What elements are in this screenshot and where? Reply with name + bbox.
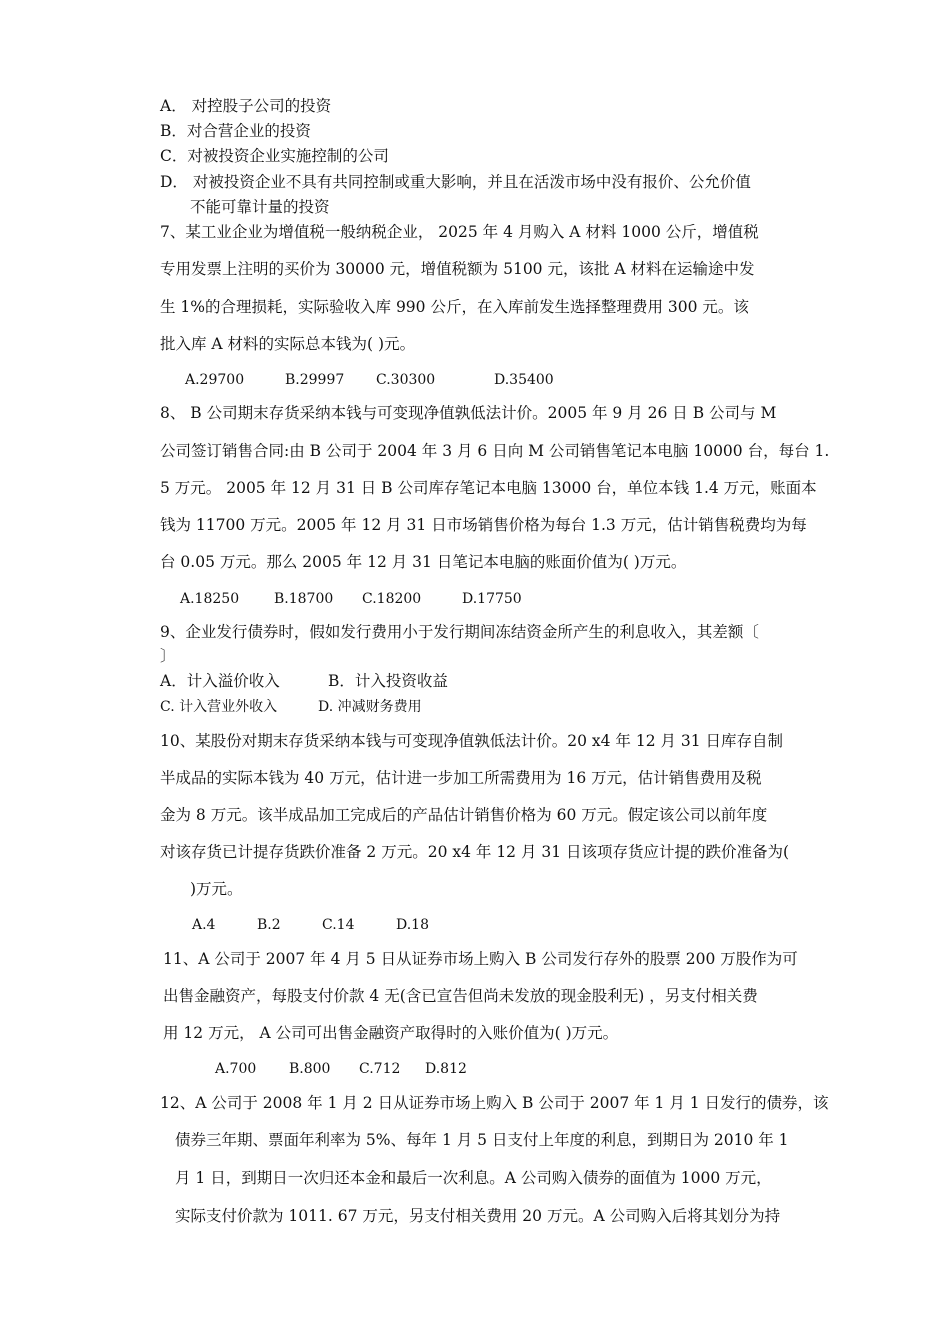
q7-line1: 7、某工业企业为增值税一般纳税企业， 2025 年 4 月购入 A 材料 1000 公斤，增值税 [160, 223, 759, 241]
q8-line3: 5 万元。 2005 年 12 月 31 日 B 公司库存笔记本电脑 13000 台，单位本钱 1.4 万元，账面本 [160, 479, 817, 497]
q11-option-c: C.712 [359, 1061, 401, 1077]
q9-option-c: C. 计入营业外收入 [160, 699, 278, 715]
q9-option-a: A．计入溢价收入 [160, 672, 280, 690]
q9-option-d: D. 冲减财务费用 [318, 699, 422, 715]
q11-option-b: B.800 [289, 1061, 331, 1077]
q10-option-c: C.14 [322, 917, 355, 933]
q12-line1: 12、A 公司于 2008 年 1 月 2 日从证券市场上购入 B 公司于 2007 年 1 月 1 日发行的债券，该 [160, 1094, 829, 1112]
q9-line2: 〕 [160, 647, 176, 665]
q9-line1: 9、企业发行债券时，假如发行费用小于发行期间冻结资金所产生的利息收入，其差额〔 [160, 623, 759, 641]
q11-line2: 出售金融资产，每股支付价款 4 无(含已宣告但尚未发放的现金股利无) ，另支付相关费 [163, 987, 758, 1005]
q10-line3: 金为 8 万元。该半成品加工完成后的产品估计销售价格为 60 万元。假定该公司以前年度 [160, 806, 768, 824]
q7-option-a: A.29700 [185, 372, 245, 388]
q6-option-d-line2: 不能可靠计量的投资 [190, 198, 330, 216]
q8-line2: 公司签订销售合同:由 B 公司于 2004 年 3 月 6 日向 M 公司销售笔记本电脑 10000 台，每台 1. [160, 442, 830, 460]
q12-line3: 月 1 日，到期日一次归还本金和最后一次利息。A 公司购入债券的面值为 1000 万元， [175, 1169, 772, 1187]
q10-option-b: B.2 [257, 917, 281, 933]
q11-option-d: D.812 [425, 1061, 467, 1077]
q8-line1: 8、 B 公司期末存货采纳本钱与可变现净值孰低法计价。2005 年 9 月 26 日 B 公司与 M [160, 404, 777, 422]
q8-line5: 台 0.05 万元。那么 2005 年 12 月 31 日笔记本电脑的账面价值为( )万元。 [160, 553, 687, 571]
q11-line1: 11、A 公司于 2007 年 4 月 5 日从证券市场上购入 B 公司发行存外的股票 200 万股作为可 [163, 950, 798, 968]
q8-option-c: C.18200 [362, 591, 422, 607]
q6-option-b: B．对合营企业的投资 [160, 122, 311, 140]
q12-line4: 实际支付价款为 1011. 67 万元，另支付相关费用 20 万元。A 公司购入后将其划分为持 [175, 1207, 781, 1225]
q12-line2: 债券三年期、票面年利率为 5%、每年 1 月 5 日支付上年度的利息，到期日为 2010 年 1 [175, 1131, 789, 1149]
q9-option-b: B．计入投资收益 [328, 672, 448, 690]
q8-option-a: A.18250 [180, 591, 240, 607]
q7-option-c: C.30300 [376, 372, 436, 388]
q10-option-d: D.18 [396, 917, 429, 933]
q7-option-d: D.35400 [494, 372, 554, 388]
q8-option-d: D.17750 [462, 591, 522, 607]
q8-option-b: B.18700 [274, 591, 334, 607]
q10-line4: 对该存货已计提存货跌价准备 2 万元。20 x4 年 12 月 31 日该项存货应计提的跌价准备为( [160, 843, 790, 861]
q7-line4: 批入库 A 材料的实际总本钱为( )元。 [160, 335, 416, 353]
q10-option-a: A.4 [192, 917, 216, 933]
q7-line3: 生 1%的合理损耗，实际验收入库 990 公斤，在入库前发生选择整理费用 300 元。该 [160, 298, 749, 316]
q7-option-b: B.29997 [285, 372, 345, 388]
q10-line5: )万元。 [190, 880, 243, 898]
q6-option-a: A． 对控股子公司的投资 [160, 97, 332, 115]
q6-option-d-line1: D． 对被投资企业不具有共同控制或重大影响，并且在活泼市场中没有报价、公允价值 [160, 173, 751, 191]
q10-line2: 半成品的实际本钱为 40 万元，估计进一步加工所需费用为 16 万元，估计销售费用及税 [160, 769, 762, 787]
q7-line2: 专用发票上注明的买价为 30000 元，增值税额为 5100 元，该批 A 材料在运输途中发 [160, 260, 755, 278]
q10-line1: 10、某股份对期末存货采纳本钱与可变现净值孰低法计价。20 x4 年 12 月 31 日库存自制 [160, 732, 784, 750]
q11-line3: 用 12 万元， A 公司可出售金融资产取得时的入账价值为( )万元。 [163, 1024, 619, 1042]
q8-line4: 钱为 11700 万元。2005 年 12 月 31 日市场销售价格为每台 1.3 万元，估计销售税费均为每 [160, 516, 807, 534]
q11-option-a: A.700 [215, 1061, 257, 1077]
q6-option-c: C．对被投资企业实施控制的公司 [160, 147, 389, 165]
